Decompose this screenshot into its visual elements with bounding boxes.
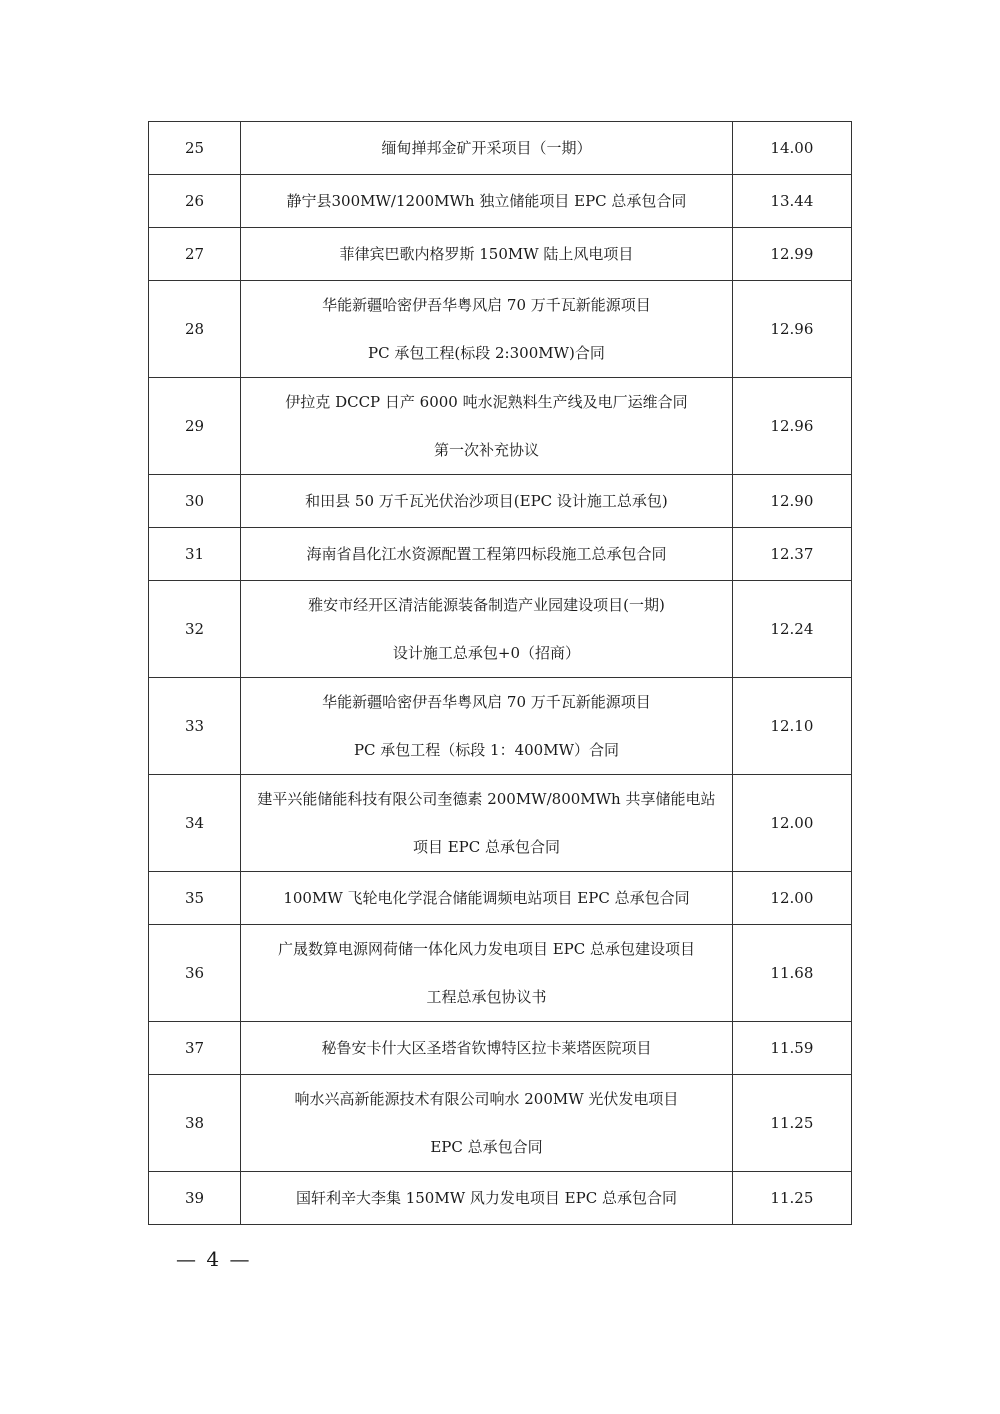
contract-amount: 11.25 [732,1172,851,1225]
project-name [241,378,733,475]
row-number: 32 [149,581,241,678]
table-row [149,378,852,475]
project-name-line: 华能新疆哈密伊吾华粤风启 70 万千瓦新能源项目 [322,296,651,314]
row-number: 39 [149,1172,241,1225]
project-name-line: 海南省昌化江水资源配置工程第四标段施工总承包合同 [306,545,667,563]
contracts-table [148,121,852,1225]
project-name-line: 缅甸掸邦金矿开采项目（一期） [381,139,592,157]
project-name-line: 100MW 飞轮电化学混合储能调频电站项目 EPC 总承包合同 [283,889,690,907]
row-number: 36 [149,925,241,1022]
project-name-line: 工程总承包协议书 [426,988,547,1006]
project-name [241,281,733,378]
table-row [149,228,852,281]
contract-amount: 11.68 [732,925,851,1022]
table-row [149,528,852,581]
project-name-line: 建平兴能储能科技有限公司奎德素 200MW/800MWh 共享储能电站 [257,790,716,808]
project-name-line: 响水兴高新能源技术有限公司响水 200MW 光伏发电项目 [294,1090,679,1108]
contract-amount: 12.96 [732,378,851,475]
contract-amount: 14.00 [732,122,851,175]
row-number: 29 [149,378,241,475]
row-number: 30 [149,475,241,528]
contract-amount: 12.00 [732,775,851,872]
project-name-line: 雅安市经开区清洁能源装备制造产业园建设项目(一期) [308,596,665,614]
project-name-line: 秘鲁安卡什大区圣塔省钦博特区拉卡莱塔医院项目 [321,1039,652,1057]
table-row [149,122,852,175]
project-name-line: 国轩利辛大李集 150MW 风力发电项目 EPC 总承包合同 [295,1189,677,1207]
project-name [241,775,733,872]
contract-amount: 12.96 [732,281,851,378]
project-name-line: EPC 总承包合同 [430,1138,543,1156]
contracts-table-body [149,122,852,1225]
project-name [241,872,733,925]
project-name [241,528,733,581]
project-name [241,1172,733,1225]
table-row [149,1075,852,1172]
row-number: 31 [149,528,241,581]
project-name [241,1075,733,1172]
contract-amount: 13.44 [732,175,851,228]
table-row [149,678,852,775]
project-name [241,228,733,281]
table-row [149,872,852,925]
contract-amount: 11.25 [732,1075,851,1172]
project-name-line: 和田县 50 万千瓦光伏治沙项目(EPC 设计施工总承包) [305,492,668,510]
table-row [149,1172,852,1225]
row-number: 38 [149,1075,241,1172]
project-name-line: PC 承包工程(标段 2:300MW)合同 [368,344,605,362]
row-number: 35 [149,872,241,925]
project-name-line: 广晟数算电源网荷储一体化风力发电项目 EPC 总承包建设项目 [277,940,695,958]
project-name-line: 第一次补充协议 [433,441,539,459]
page-number: — 4 — [176,1247,252,1271]
contract-amount: 12.00 [732,872,851,925]
contract-amount: 11.59 [732,1022,851,1075]
project-name [241,175,733,228]
project-name [241,581,733,678]
table-row [149,475,852,528]
project-name-line: 项目 EPC 总承包合同 [412,838,560,856]
table-row [149,775,852,872]
contract-amount: 12.37 [732,528,851,581]
contract-amount: 12.24 [732,581,851,678]
project-name [241,1022,733,1075]
table-row [149,175,852,228]
row-number: 25 [149,122,241,175]
contract-amount: 12.90 [732,475,851,528]
project-name [241,678,733,775]
project-name-line: PC 承包工程（标段 1：400MW）合同 [353,741,619,759]
table-row [149,581,852,678]
row-number: 34 [149,775,241,872]
contract-amount: 12.10 [732,678,851,775]
project-name-line: 华能新疆哈密伊吾华粤风启 70 万千瓦新能源项目 [322,693,651,711]
contract-amount: 12.99 [732,228,851,281]
project-name-line: 菲律宾巴歌内格罗斯 150MW 陆上风电项目 [339,245,634,263]
project-name-line: 静宁县300MW/1200MWh 独立储能项目 EPC 总承包合同 [286,192,687,210]
row-number: 28 [149,281,241,378]
project-name-line: 伊拉克 DCCP 日产 6000 吨水泥熟料生产线及电厂运维合同 [285,393,688,411]
project-name [241,475,733,528]
project-name [241,925,733,1022]
project-name-line: 设计施工总承包+0（招商） [392,644,581,662]
table-row [149,1022,852,1075]
row-number: 33 [149,678,241,775]
row-number: 37 [149,1022,241,1075]
table-row [149,281,852,378]
project-name [241,122,733,175]
row-number: 26 [149,175,241,228]
table-row [149,925,852,1022]
row-number: 27 [149,228,241,281]
